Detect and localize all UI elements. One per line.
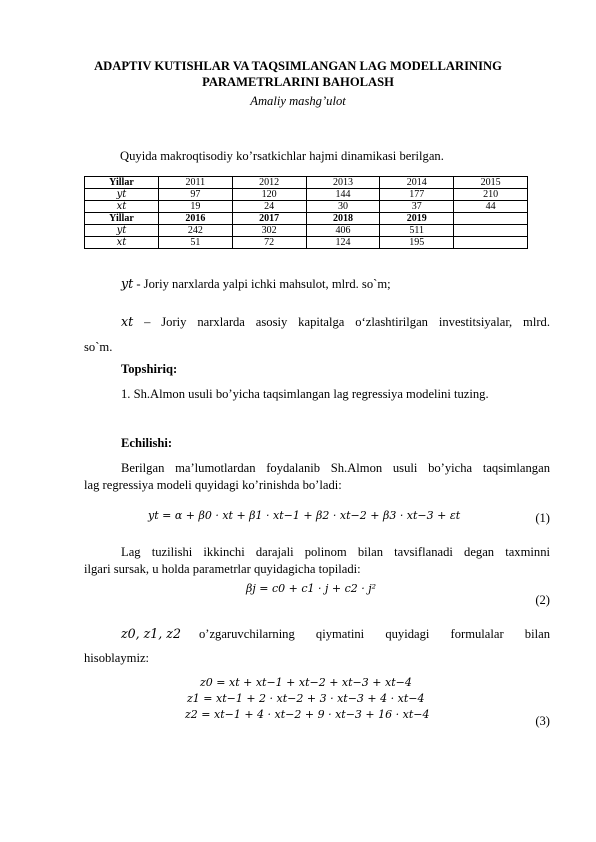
table-row <box>85 225 528 237</box>
table-header-cell: 2011 <box>158 177 232 189</box>
solution-para1: Berilgan ma’lumotlardan foydalanib Sh.Almon usuli bo’yicha taqsimlangan <box>121 461 550 475</box>
table-cell: 37 <box>380 201 454 213</box>
table-cell: 242 <box>158 225 232 237</box>
y-symbol: yt <box>121 276 134 291</box>
legend-x-text: – Joriy narxlarda asosiy kapitalga o‘zlashtirilgan investitsiyalar, mlrd. <box>144 315 550 329</box>
equation-number: (2) <box>535 593 550 607</box>
table-header-cell: 2018 <box>306 213 380 225</box>
table-row <box>85 237 528 249</box>
table-header-cell <box>454 213 528 225</box>
table-cell <box>454 225 528 237</box>
table-row-label: yt <box>85 225 159 237</box>
equation-3b: z1 = xt−1 + 2 · xt−2 + 3 · xt−3 + 4 · xt−4 <box>187 692 425 705</box>
z-symbols: z0, z1, z2 <box>121 626 181 641</box>
table-cell: 210 <box>454 189 528 201</box>
table-header-cell: Yillar <box>85 213 159 225</box>
equation-number: (3) <box>535 714 550 728</box>
table-cell: 44 <box>454 201 528 213</box>
table-row-label: yt <box>85 189 159 201</box>
table-cell <box>454 237 528 249</box>
table-cell: 406 <box>306 225 380 237</box>
solution-para3-text: o’zgaruvchilarning qiymatini quyidagi formulalar bilan <box>198 627 550 641</box>
equation-1: yt = α + β0 · xt + β1 · xt−1 + β2 · xt−2 + β3 · xt−3 + εt <box>148 509 461 522</box>
document-title: ADAPTIV KUTISHLAR VA TAQSIMLANGAN LAG MODELLARINING PARAMETRLARINI BAHOLASH <box>94 59 502 89</box>
table-header-cell: Yillar <box>85 177 159 189</box>
table-header-cell: 2013 <box>306 177 380 189</box>
legend-x-cont: so`m. <box>84 340 113 354</box>
table-header-cell: 2019 <box>380 213 454 225</box>
table-row <box>85 201 528 213</box>
document-subtitle: Amaliy mashg’ulot <box>250 94 346 108</box>
solution-para2: Lag tuzilishi ikkinchi darajali polinom bilan tavsiflanadi degan taxminni <box>121 545 550 559</box>
table-header-cell: 2015 <box>454 177 528 189</box>
table-cell: 195 <box>380 237 454 249</box>
solution-para2-cont: ilgari sursak, u holda parametrlar quyidagicha topiladi: <box>84 562 361 576</box>
table-cell: 30 <box>306 201 380 213</box>
equation-3a: z0 = xt + xt−1 + xt−2 + xt−3 + xt−4 <box>200 676 412 689</box>
equation-3c: z2 = xt−1 + 4 · xt−2 + 9 · xt−3 + 16 · xt−4 <box>185 708 430 721</box>
table-cell: 511 <box>380 225 454 237</box>
solution-para1-cont: lag regressiya modeli quyidagi ko’rinishda bo’ladi: <box>84 478 342 492</box>
table-row <box>85 177 528 189</box>
table-row <box>85 213 528 225</box>
table-header-cell: 2014 <box>380 177 454 189</box>
table-cell: 51 <box>158 237 232 249</box>
equation-2: βj = c0 + c1 · j + c2 · j² <box>246 582 377 595</box>
legend-y-text: - Joriy narxlarda yalpi ichki mahsulot, mlrd. so`m; <box>136 277 391 291</box>
table-cell: 72 <box>232 237 306 249</box>
table-header-cell: 2017 <box>232 213 306 225</box>
task-heading: Topshiriq: <box>121 362 178 376</box>
solution-heading: Echilishi: <box>121 436 173 450</box>
table-cell: 97 <box>158 189 232 201</box>
table-row-label: xt <box>85 201 159 213</box>
legend-y <box>121 276 391 292</box>
table-header-cell: 2016 <box>158 213 232 225</box>
legend-x <box>121 314 550 330</box>
table-cell: 120 <box>232 189 306 201</box>
task-item: 1. Sh.Almon usuli bo’yicha taqsimlangan lag regressiya modelini tuzing. <box>121 387 489 401</box>
table-cell: 19 <box>158 201 232 213</box>
solution-para3-cont: hisoblaymiz: <box>84 651 150 665</box>
table-row <box>85 189 528 201</box>
x-symbol: xt <box>121 314 134 329</box>
table-row-label: xt <box>85 237 159 249</box>
table-cell: 144 <box>306 189 380 201</box>
intro-text: Quyida makroqtisodiy ko’rsatkichlar hajmi dinamikasi berilgan. <box>120 149 444 163</box>
table-cell: 24 <box>232 201 306 213</box>
table-cell: 124 <box>306 237 380 249</box>
solution-para3 <box>121 626 550 642</box>
table-header-cell: 2012 <box>232 177 306 189</box>
table-cell: 177 <box>380 189 454 201</box>
equation-number: (1) <box>535 511 550 525</box>
data-table <box>84 176 528 249</box>
table-cell: 302 <box>232 225 306 237</box>
